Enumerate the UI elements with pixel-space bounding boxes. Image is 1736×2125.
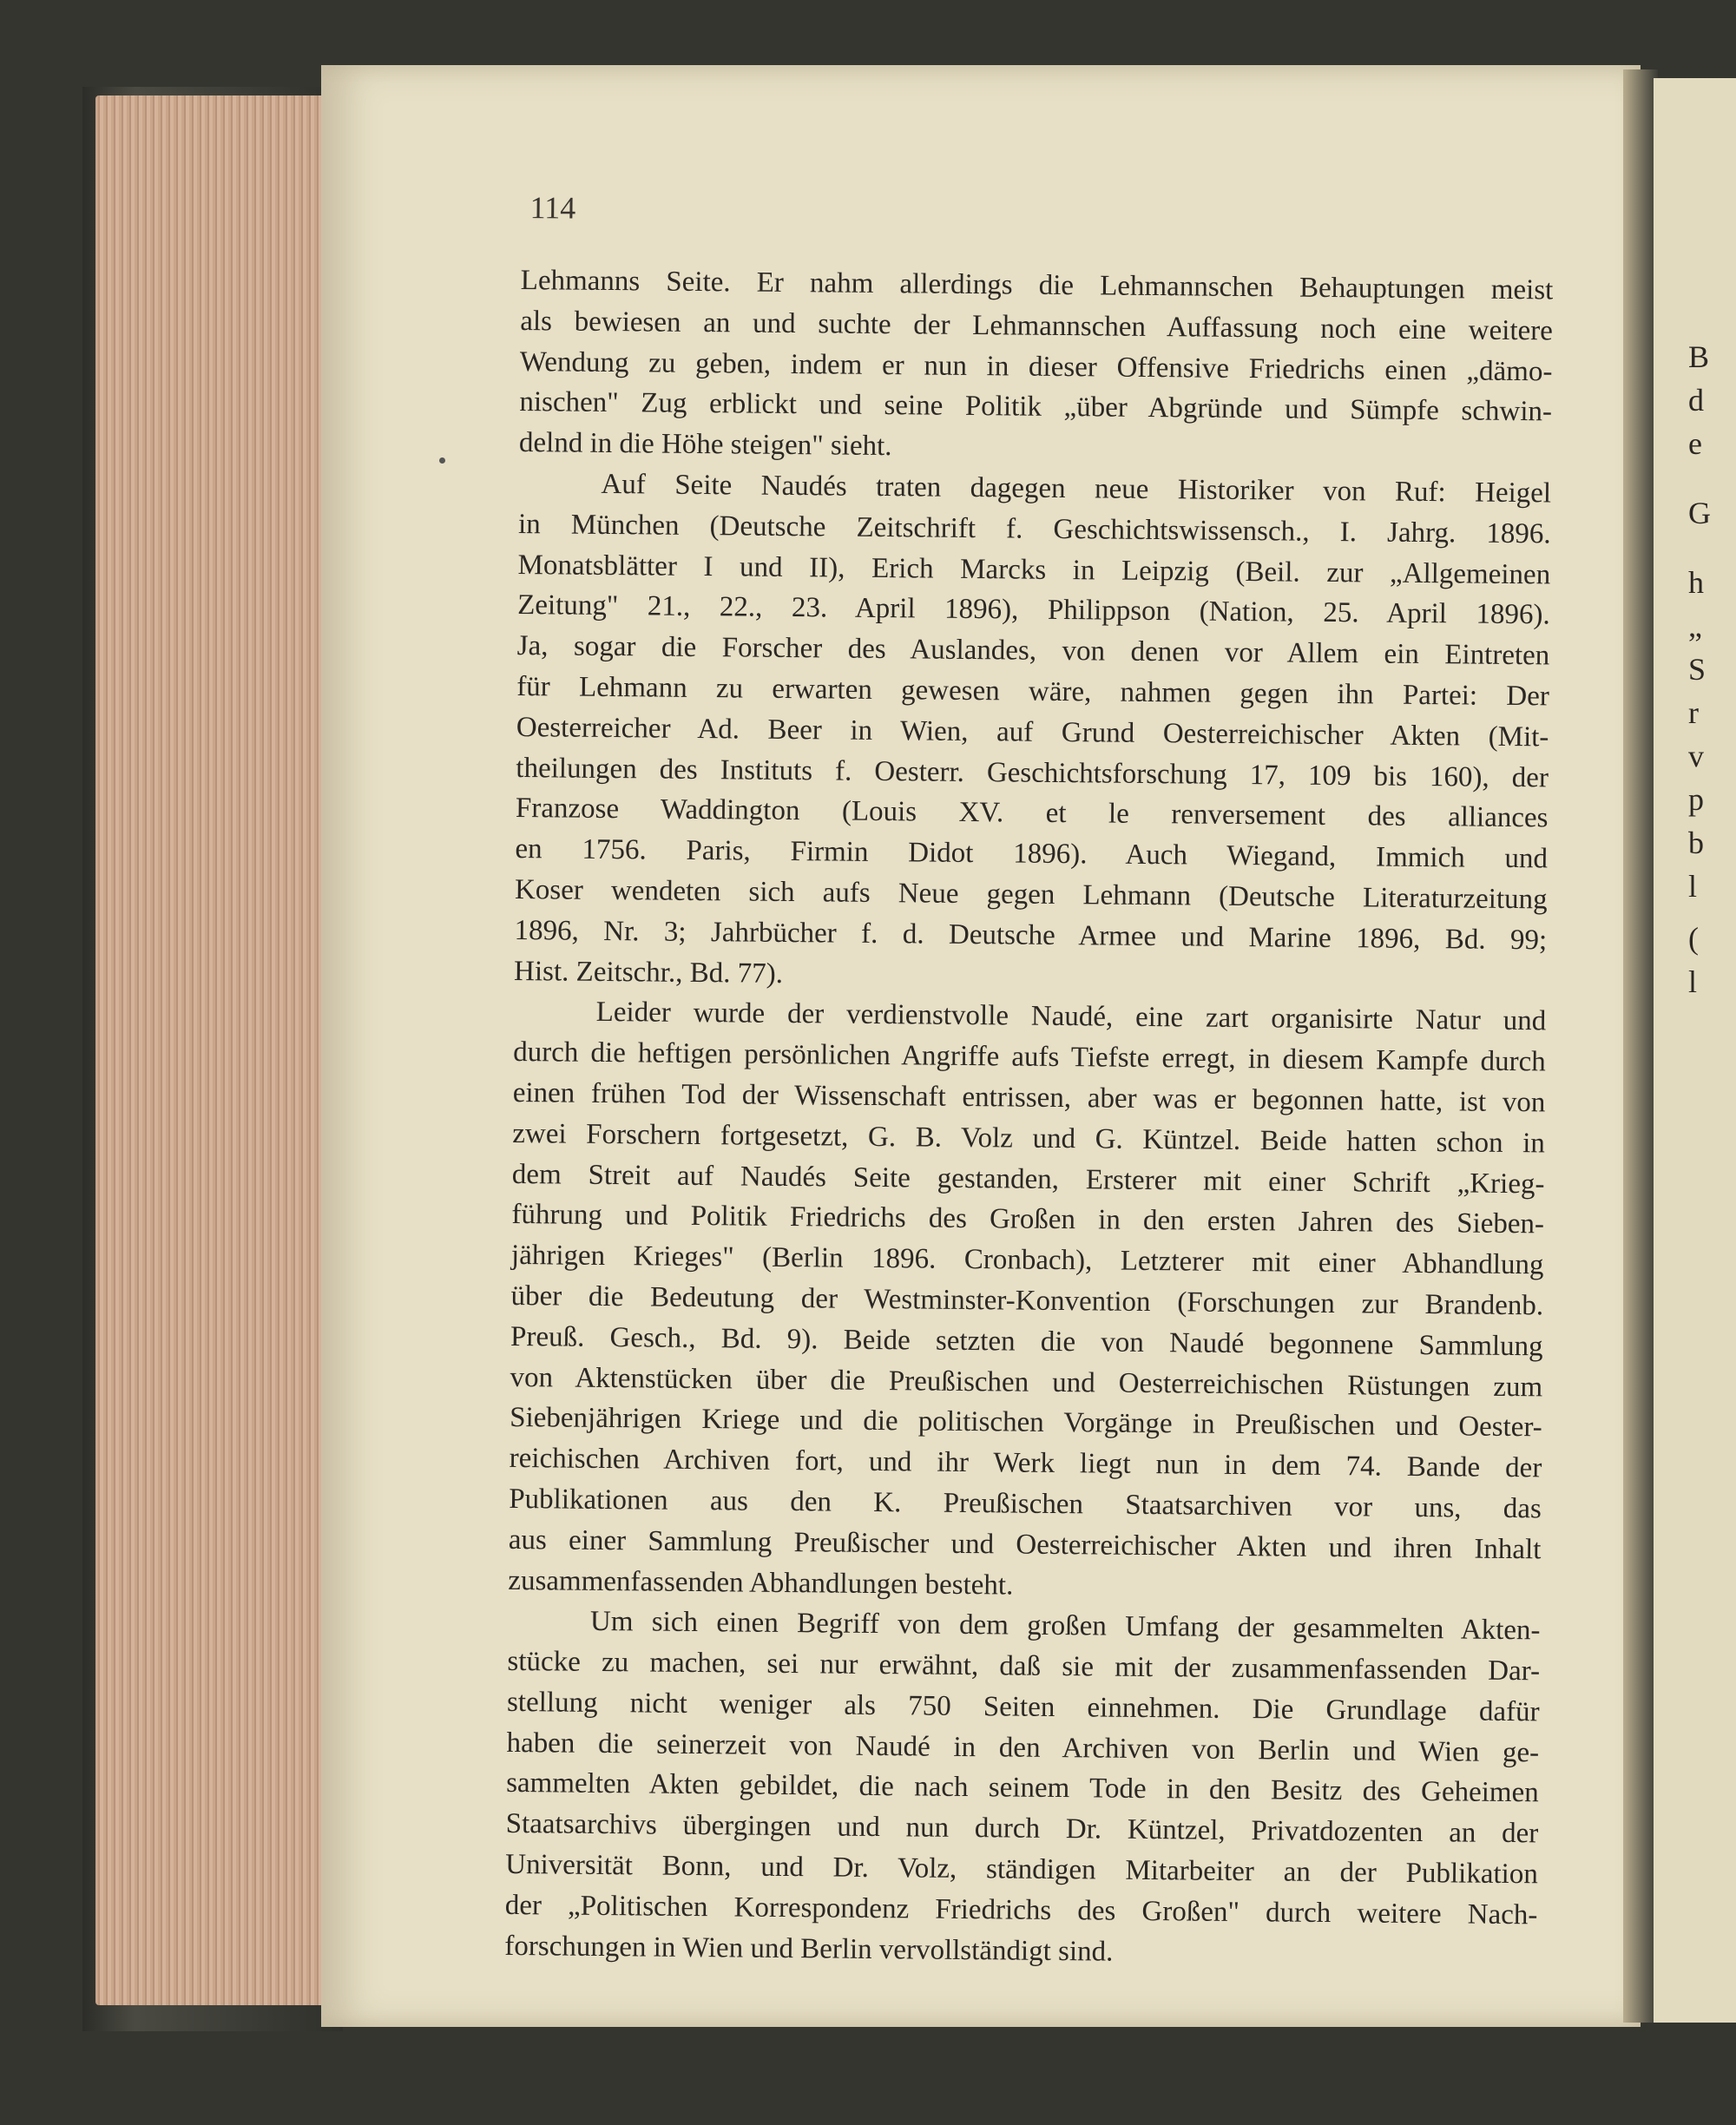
adjacent-page-fragment: e — [1688, 426, 1702, 461]
adjacent-page-fragment: B — [1688, 339, 1710, 374]
text-line: jährigen Krieges" (Berlin 1896. Cronbach), Letzterer mit einer Abhandlung — [510, 1240, 1544, 1281]
adjacent-page — [1654, 78, 1736, 2023]
text-line: Franzose Waddington (Louis XV. et le renversement des alliances — [515, 793, 1549, 834]
text-line: theilungen des Instituts f. Oesterr. Geschichtsforschung 17, 109 bis 160), der — [516, 752, 1549, 793]
text-line: Oesterreicher Ad. Beer in Wien, auf Grund Oesterreichischer Akten (Mit- — [516, 711, 1549, 753]
text-line: dem Streit auf Naudés Seite gestanden, Ersterer mit einer Schrift „Krieg- — [511, 1158, 1545, 1200]
text-line: Auf Seite Naudés traten dagegen neue Historiker von Ruf: Heigel — [601, 468, 1552, 510]
text-line: Lehmanns Seite. Er nahm allerdings die Lehmannschen Behauptungen meist — [520, 264, 1554, 306]
text-line: Zeitung" 21., 22., 23. April 1896), Philippson (Nation, 25. April 1896). — [517, 589, 1550, 631]
text-line: führung und Politik Friedrichs des Großen in den ersten Jahren des Sieben- — [511, 1199, 1545, 1240]
page-number: 114 — [529, 190, 576, 226]
text-line: Hist. Zeitschr., Bd. 77). — [513, 955, 784, 990]
paragraph — [504, 1601, 1541, 1977]
text-line: Ja, sogar die Forscher des Auslandes, von denen vor Allem ein Eintreten — [516, 630, 1550, 672]
text-line: nischen" Zug erblickt und seine Politik „über Abgründe und Sümpfe schwin- — [519, 386, 1553, 428]
text-line: Leider wurde der verdienstvolle Naudé, eine zart organisirte Natur und — [595, 997, 1547, 1037]
text-line: haben die seinerzeit von Naudé in den Archiven von Berlin und Wien ge- — [506, 1727, 1540, 1769]
paragraph — [514, 464, 1552, 1002]
paragraph — [519, 260, 1554, 473]
text-line: Koser wendeten sich aufs Neue gegen Lehmann (Deutsche Literaturzeitung — [514, 873, 1548, 916]
adjacent-page-fragment: „ — [1688, 609, 1702, 643]
text-line: 1896, Nr. 3; Jahrbücher f. d. Deutsche Armee und Marine 1896, Bd. 99; — [514, 914, 1548, 957]
adjacent-page-fragment: d — [1688, 383, 1704, 418]
text-line: Staatsarchivs übergingen und nun durch Dr. Küntzel, Privatdozenten an der — [505, 1808, 1539, 1850]
text-line: en 1756. Paris, Firmin Didot 1896). Auch Wiegand, Immich und — [515, 833, 1549, 875]
text-line: über die Bedeutung der Westminster-Konvention (Forschungen zur Brandenb. — [510, 1280, 1544, 1322]
text-line: Siebenjährigen Kriege und die politischen Vorgänge in Preußischen und Oester- — [510, 1402, 1542, 1444]
page-text — [504, 190, 1554, 1977]
adjacent-page-fragment: l — [1688, 869, 1698, 904]
text-line: stellung nicht weniger als 750 Seiten einnehmen. Die Grundlage dafür — [506, 1686, 1540, 1728]
adjacent-page-fragment: h — [1688, 565, 1704, 600]
adjacent-page-fragment: G — [1688, 496, 1711, 530]
text-line: Publikationen aus den K. Preußischen Staatsarchiven vor uns, das — [509, 1483, 1542, 1525]
adjacent-page-fragment: p — [1688, 782, 1704, 817]
text-line: der „Politischen Korrespondenz Friedrichs des Großen" durch weitere Nach- — [504, 1889, 1538, 1931]
text-line: reichischen Archiven fort, und ihr Werk liegt nun in dem 74. Bande der — [509, 1443, 1542, 1484]
text-line: Um sich einen Begriff von dem großen Umfang der gesammelten Akten- — [589, 1606, 1541, 1647]
adjacent-page-fragment: v — [1688, 739, 1704, 773]
paragraph — [508, 991, 1547, 1610]
text-line: stücke zu machen, sei nur erwähnt, daß sie mit der zusammenfassenden Dar- — [507, 1646, 1541, 1688]
body-text — [504, 260, 1554, 1977]
text-line: Monatsblätter I und II), Erich Marcks in Leipzig (Beil. zur „Allgemeinen — [517, 549, 1551, 590]
text-line: Preuß. Gesch., Bd. 9). Beide setzten die von Naudé begonnene Sammlung — [510, 1320, 1543, 1363]
adjacent-page-fragment: ( — [1688, 921, 1699, 956]
text-line: einen frühen Tod der Wissenschaft entrissen, aber was er begonnen hatte, ist von — [512, 1076, 1546, 1119]
text-line: in München (Deutsche Zeitschrift f. Geschichtswissensch., I. Jahrg. 1896. — [517, 508, 1551, 550]
text-line: von Aktenstücken über die Preußischen und Oesterreichischen Rüstungen zum — [510, 1361, 1543, 1403]
adjacent-page-fragment: r — [1688, 695, 1699, 730]
adjacent-page-fragment: b — [1688, 826, 1704, 860]
book-gutter — [1623, 69, 1658, 2023]
ink-spot — [439, 457, 445, 464]
text-line: forschungen in Wien und Berlin vervollständigt sind. — [504, 1930, 1114, 1968]
text-line: Universität Bonn, und Dr. Volz, ständigen Mitarbeiter an der Publikation — [505, 1848, 1538, 1891]
text-line: delnd in die Höhe steigen" sieht. — [518, 427, 892, 463]
text-line: zwei Forschern fortgesetzt, G. B. Volz und G. Küntzel. Beide hatten schon in — [512, 1117, 1546, 1160]
text-line: aus einer Sammlung Preußischer und Oesterreichischer Akten und ihren Inhalt — [508, 1523, 1542, 1566]
adjacent-page-fragment: l — [1688, 964, 1698, 999]
text-line: zusammenfassenden Abhandlungen besteht. — [508, 1564, 1014, 1602]
text-line: Wendung zu geben, indem er nun in dieser Offensive Friedrichs einen „dämo- — [519, 345, 1553, 388]
text-line: sammelten Akten gebildet, die nach seinem Tode in den Besitz des Geheimen — [505, 1767, 1539, 1809]
text-line: als bewiesen an und suchte der Lehmannschen Auffassung noch eine weitere — [520, 305, 1554, 347]
text-line: durch die heftigen persönlichen Angriffe aufs Tiefste erregt, in diesem Kampfe durch — [513, 1036, 1546, 1078]
adjacent-page-fragment: S — [1688, 652, 1706, 687]
text-line: für Lehmann zu erwarten gewesen wäre, nahmen gegen ihn Partei: Der — [516, 670, 1549, 713]
page-edges — [95, 95, 356, 2005]
